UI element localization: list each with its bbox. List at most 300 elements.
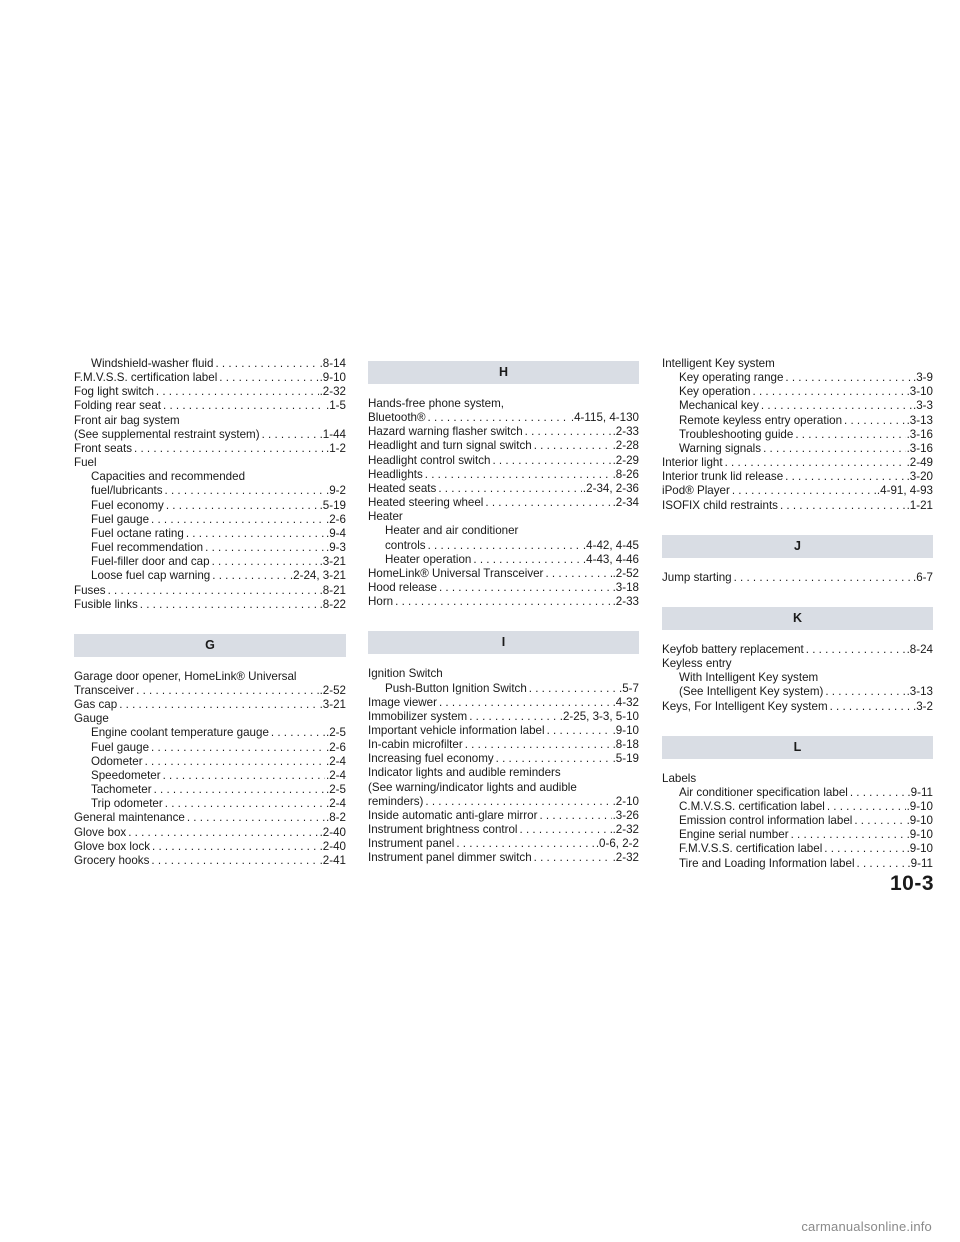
entry-page-ref: .8-2: [326, 811, 346, 825]
dot-leader: [523, 425, 612, 439]
letter-heading: G: [74, 634, 346, 657]
entry-label: Fog light switch: [74, 385, 154, 399]
entry-page-ref: .2-33: [612, 425, 639, 439]
entry-label: Headlight and turn signal switch: [368, 439, 532, 453]
entry-page-ref: .2-24, 3-21: [289, 569, 346, 583]
dot-leader: [483, 496, 611, 510]
entry-page-ref: .3-10: [906, 385, 933, 399]
entry-label: Transceiver: [74, 683, 135, 697]
dot-leader: [783, 470, 905, 484]
index-entry: [368, 682, 639, 696]
entry-label: Immobilizer system: [368, 709, 468, 723]
dot-leader: [467, 710, 559, 724]
index-entry: [74, 698, 346, 712]
index-entry: [368, 795, 639, 809]
entry-page-ref: .2-32: [612, 851, 639, 865]
index-entry: [74, 385, 346, 399]
index-text-line: Front air bag system: [74, 413, 180, 427]
entry-label: Fuel gauge: [91, 512, 150, 526]
entry-label: Fusible links: [74, 597, 138, 611]
entry-page-ref: .2-10: [612, 794, 639, 808]
index-entry: [368, 482, 639, 496]
entry-label: Front seats: [74, 441, 132, 455]
entry-page-ref: .9-10: [906, 799, 933, 813]
index-entry: [662, 484, 933, 498]
dot-leader: [852, 814, 905, 828]
entry-page-ref: .2-6: [326, 740, 346, 754]
index-entry: [74, 854, 346, 868]
dot-leader: [149, 854, 318, 868]
entry-label: Increasing fuel economy: [368, 752, 494, 766]
entry-page-ref: .9-10: [906, 814, 933, 828]
dot-leader: [213, 357, 318, 371]
index-entry: [368, 752, 639, 766]
entry-page-ref: .3-16: [906, 441, 933, 455]
entry-label: Headlight control switch: [368, 453, 491, 467]
entry-label: Push-Button Ignition Switch: [385, 681, 527, 695]
dot-leader: [730, 484, 876, 498]
entry-page-ref: .3-18: [612, 581, 639, 595]
entry-page-ref: .2-6: [326, 512, 346, 526]
dot-leader: [117, 698, 318, 712]
index-entry: [368, 724, 639, 738]
dot-leader: [210, 555, 319, 569]
entry-label: Keys, For Intelligent Key system: [662, 699, 828, 713]
entry-page-ref: .2-52: [319, 683, 346, 697]
entry-label: F.M.V.S.S. certification label: [74, 371, 218, 385]
entry-page-ref: .2-52: [612, 566, 639, 580]
entry-page-ref: .2-34: [612, 496, 639, 510]
entry-page-ref: .2-41: [319, 853, 346, 867]
dot-leader: [163, 797, 325, 811]
index-entry: [74, 726, 346, 740]
index-entry: [662, 442, 933, 456]
entry-label: Remote keyless entry operation: [679, 413, 843, 427]
entry-page-ref: .1-44: [319, 427, 346, 441]
dot-leader: [463, 738, 612, 752]
entry-page-ref: .8-21: [319, 583, 346, 597]
index-entry: [662, 571, 933, 585]
dot-leader: [260, 428, 319, 442]
index-text-line: Heater: [368, 510, 403, 524]
dot-leader: [723, 456, 906, 470]
dot-leader: [423, 468, 612, 482]
entry-label: Fuel octane rating: [91, 526, 184, 540]
index-entry: [662, 814, 933, 828]
entry-label: Interior light: [662, 456, 723, 470]
entry-page-ref: .0-6, 2-2: [595, 837, 639, 851]
dot-leader: [393, 595, 611, 609]
entry-label: Glove box: [74, 825, 127, 839]
entry-label: iPod® Player: [662, 484, 730, 498]
entry-label: F.M.V.S.S. certification label: [679, 842, 823, 856]
index-entry: [74, 357, 346, 371]
index-entry: [368, 539, 639, 553]
index-entry: [74, 840, 346, 854]
entry-label: Headlights: [368, 467, 423, 481]
index-entry: [368, 738, 639, 752]
entry-label: Hazard warning flasher switch: [368, 425, 523, 439]
entry-page-ref: .2-4: [326, 754, 346, 768]
dot-leader: [532, 851, 612, 865]
entry-label: Speedometer: [91, 768, 161, 782]
entry-label: (See Intelligent Key system): [679, 685, 824, 699]
entry-page-ref: .1-21: [906, 498, 933, 512]
index-entry: [368, 837, 639, 851]
letter-heading: L: [662, 736, 933, 759]
entry-label: Fuel recommendation: [91, 541, 204, 555]
entry-page-ref: .4-42, 4-45: [582, 538, 639, 552]
entry-page-ref: .2-32: [319, 385, 346, 399]
entry-page-ref: .9-3: [326, 541, 346, 555]
index-entry: [74, 484, 346, 498]
index-entry: [662, 371, 933, 385]
dot-leader: [793, 428, 905, 442]
entry-page-ref: .5-19: [612, 752, 639, 766]
dot-leader: [426, 411, 570, 425]
entry-label: Image viewer: [368, 695, 437, 709]
dot-leader: [532, 439, 612, 453]
index-entry: [74, 555, 346, 569]
entry-page-ref: .5-7: [619, 681, 639, 695]
dot-leader: [823, 685, 905, 699]
index-entry: [368, 454, 639, 468]
index-text-line: Fuel: [74, 456, 97, 470]
index-text-line: Keyless entry: [662, 657, 732, 671]
entry-label: controls: [385, 538, 426, 552]
entry-page-ref: .2-34, 2-36: [582, 481, 639, 495]
entry-page-ref: .2-5: [326, 783, 346, 797]
entry-page-ref: .2-32: [612, 823, 639, 837]
entry-label: Instrument panel dimmer switch: [368, 851, 532, 865]
entry-label: Grocery hooks: [74, 853, 150, 867]
entry-page-ref: .3-9: [913, 371, 933, 385]
entry-page-ref: .9-4: [326, 526, 346, 540]
index-entry: [368, 851, 639, 865]
dot-leader: [842, 414, 906, 428]
index-entry: [662, 828, 933, 842]
entry-label: Keyfob battery replacement: [662, 642, 804, 656]
dot-leader: [545, 724, 612, 738]
dot-leader: [804, 643, 906, 657]
entry-page-ref: .9-10: [319, 371, 346, 385]
dot-leader: [537, 809, 611, 823]
entry-label: Hood release: [368, 581, 437, 595]
entry-page-ref: .3-21: [319, 555, 346, 569]
index-entry: [368, 468, 639, 482]
index-entry: [74, 684, 346, 698]
dot-leader: [437, 696, 612, 710]
index-entry: [74, 797, 346, 811]
dot-leader: [106, 584, 319, 598]
dot-leader: [828, 700, 912, 714]
index-entry: [74, 741, 346, 755]
entry-label: Fuel economy: [91, 498, 164, 512]
entry-label: Warning signals: [679, 441, 762, 455]
entry-label: Inside automatic anti-glare mirror: [368, 808, 538, 822]
entry-page-ref: .8-18: [612, 738, 639, 752]
index-text-line: Labels: [662, 771, 697, 785]
dot-leader: [161, 399, 325, 413]
index-entry: [74, 769, 346, 783]
dot-leader: [134, 684, 318, 698]
entry-label: Glove box lock: [74, 839, 151, 853]
index-entry: [662, 786, 933, 800]
entry-label: Mechanical key: [679, 399, 759, 413]
entry-label: Instrument panel: [368, 837, 455, 851]
entry-label: Trip odometer: [91, 797, 163, 811]
entry-label: reminders): [368, 794, 424, 808]
entry-label: Heater operation: [385, 552, 472, 566]
index-text-line: (See warning/indicator lights and audible: [368, 780, 577, 794]
entry-page-ref: .2-40: [319, 825, 346, 839]
index-entry: [662, 857, 933, 871]
index-entry: [662, 385, 933, 399]
entry-label: Important vehicle information label: [368, 723, 545, 737]
entry-label: Gas cap: [74, 698, 118, 712]
index-entry: [368, 696, 639, 710]
index-entry: [368, 567, 639, 581]
index-entry: [368, 439, 639, 453]
index-entry: [662, 685, 933, 699]
letter-heading: I: [368, 631, 639, 654]
dot-leader: [437, 581, 612, 595]
dot-leader: [761, 442, 906, 456]
index-column-1: [74, 357, 346, 868]
index-text-line: With Intelligent Key system: [679, 671, 819, 685]
index-entry: [74, 755, 346, 769]
entry-page-ref: .3-3: [913, 399, 933, 413]
entry-page-ref: .4-115, 4-130: [570, 411, 639, 425]
dot-leader: [210, 569, 289, 583]
entry-page-ref: .1-2: [326, 441, 346, 455]
entry-label: Folding rear seat: [74, 399, 161, 413]
entry-page-ref: .9-11: [907, 856, 933, 870]
entry-page-ref: .3-26: [612, 808, 639, 822]
index-text-line: Hands-free phone system,: [368, 397, 504, 410]
entry-page-ref: .3-13: [906, 413, 933, 427]
entry-page-ref: .2-5: [326, 726, 346, 740]
dot-leader: [138, 598, 319, 612]
index-entry: [662, 399, 933, 413]
entry-label: Tachometer: [91, 783, 152, 797]
dot-leader: [494, 752, 612, 766]
entry-page-ref: .4-91, 4-93: [876, 484, 933, 498]
entry-label: Tire and Loading Information label: [679, 856, 855, 870]
entry-label: (See supplemental restraint system): [74, 427, 260, 441]
dot-leader: [203, 541, 325, 555]
index-text-line: Indicator lights and audible reminders: [368, 766, 561, 780]
index-text-line: Intelligent Key system: [662, 357, 775, 370]
entry-label: Instrument brightness control: [368, 823, 518, 837]
dot-leader: [783, 371, 912, 385]
entry-label: Key operating range: [679, 371, 784, 385]
entry-page-ref: .2-4: [326, 797, 346, 811]
index-entry: [368, 411, 639, 425]
index-text-line: Gauge: [74, 712, 109, 726]
entry-page-ref: .3-16: [906, 427, 933, 441]
index-entry: [74, 513, 346, 527]
letter-heading: K: [662, 607, 933, 630]
index-column-3: [662, 357, 933, 871]
index-entry: [368, 553, 639, 567]
dot-leader: [751, 385, 906, 399]
entry-label: C.M.V.S.S. certification label: [679, 799, 825, 813]
index-entry: [74, 428, 346, 442]
index-entry: [368, 710, 639, 724]
index-entry: [662, 428, 933, 442]
entry-page-ref: .8-14: [319, 357, 346, 370]
dot-leader: [825, 800, 906, 814]
entry-label: Engine serial number: [679, 828, 789, 842]
index-entry: [74, 826, 346, 840]
entry-page-ref: .9-10: [906, 828, 933, 842]
index-entry: [662, 643, 933, 657]
index-entry: [74, 811, 346, 825]
entry-label: ISOFIX child restraints: [662, 498, 778, 512]
dot-leader: [152, 783, 325, 797]
entry-page-ref: .2-4: [326, 768, 346, 782]
index-entry: [662, 800, 933, 814]
entry-label: Fuel gauge: [91, 740, 150, 754]
index-text-line: Heater and air conditioner: [385, 524, 519, 538]
entry-label: Engine coolant temperature gauge: [91, 726, 269, 740]
index-entry: [368, 581, 639, 595]
dot-leader: [149, 513, 325, 527]
entry-label: Fuel-filler door and cap: [91, 555, 210, 569]
index-entry: [74, 527, 346, 541]
index-text-line: Garage door opener, HomeLink® Universal: [74, 669, 297, 683]
entry-page-ref: .3-13: [906, 685, 933, 699]
index-entry: [74, 569, 346, 583]
dot-leader: [269, 726, 325, 740]
watermark-footer: carmanualsonline.info: [801, 1219, 932, 1234]
entry-label: Emission control information label: [679, 814, 853, 828]
dot-leader: [732, 571, 912, 585]
index-entry: [74, 783, 346, 797]
page-number: 10-3: [889, 872, 934, 895]
entry-label: Interior trunk lid release: [662, 470, 784, 484]
index-entry: [368, 809, 639, 823]
dot-leader: [543, 567, 611, 581]
entry-label: fuel/lubricants: [91, 484, 163, 498]
dot-leader: [848, 786, 907, 800]
index-entry: [74, 371, 346, 385]
entry-page-ref: .2-33: [612, 595, 639, 609]
dot-leader: [126, 826, 318, 840]
index-entry: [368, 496, 639, 510]
entry-page-ref: .2-49: [906, 456, 933, 470]
index-entry: [662, 456, 933, 470]
dot-leader: [490, 454, 611, 468]
entry-label: General maintenance: [74, 811, 185, 825]
dot-leader: [426, 539, 582, 553]
dot-leader: [454, 837, 594, 851]
dot-leader: [822, 842, 905, 856]
dot-leader: [518, 823, 612, 837]
entry-page-ref: .1-5: [326, 399, 346, 413]
entry-label: Bluetooth®: [368, 411, 426, 425]
entry-label: Odometer: [91, 754, 143, 768]
entry-page-ref: .5-19: [319, 498, 346, 512]
index-entry: [74, 598, 346, 612]
index-entry: [662, 414, 933, 428]
entry-page-ref: .4-43, 4-46: [582, 552, 639, 566]
entry-page-ref: .3-20: [906, 470, 933, 484]
entry-label: Troubleshooting guide: [679, 427, 794, 441]
index-entry: [368, 425, 639, 439]
index-entry: [368, 823, 639, 837]
dot-leader: [154, 385, 319, 399]
index-entry: [74, 584, 346, 598]
index-column-2: [368, 357, 639, 866]
index-text-line: Capacities and recommended: [91, 470, 246, 484]
dot-leader: [132, 442, 325, 456]
dot-leader: [150, 840, 319, 854]
entry-label: HomeLink® Universal Transceiver: [368, 566, 544, 580]
entry-label: Air conditioner specification label: [679, 785, 848, 799]
entry-page-ref: .2-40: [319, 839, 346, 853]
index-entry: [74, 541, 346, 555]
entry-page-ref: .2-28: [612, 439, 639, 453]
dot-leader: [217, 371, 318, 385]
entry-page-ref: .9-2: [326, 484, 346, 498]
entry-page-ref: .9-10: [612, 723, 639, 737]
index-entry: [74, 399, 346, 413]
dot-leader: [436, 482, 582, 496]
index-text-line: Ignition Switch: [368, 667, 443, 681]
dot-leader: [164, 499, 319, 513]
entry-page-ref: .2-25, 3-3, 5-10: [559, 709, 639, 723]
index-entry: [368, 595, 639, 609]
entry-page-ref: .3-2: [913, 699, 933, 713]
entry-page-ref: .3-21: [319, 698, 346, 712]
entry-page-ref: .4-32: [612, 695, 639, 709]
entry-label: Windshield-washer fluid: [91, 357, 214, 370]
dot-leader: [161, 769, 325, 783]
entry-label: Fuses: [74, 583, 106, 597]
dot-leader: [185, 811, 325, 825]
entry-page-ref: .9-10: [906, 842, 933, 856]
entry-page-ref: .8-26: [612, 467, 639, 481]
dot-leader: [527, 682, 618, 696]
dot-leader: [184, 527, 325, 541]
dot-leader: [163, 484, 325, 498]
letter-heading: H: [368, 361, 639, 384]
dot-leader: [855, 857, 907, 871]
entry-label: Key operation: [679, 385, 751, 399]
dot-leader: [143, 755, 325, 769]
entry-page-ref: .2-29: [612, 453, 639, 467]
index-entry: [662, 700, 933, 714]
dot-leader: [471, 553, 582, 567]
entry-page-ref: .9-11: [907, 785, 933, 799]
dot-leader: [423, 795, 611, 809]
entry-label: Loose fuel cap warning: [91, 569, 211, 583]
entry-label: Jump starting: [662, 570, 732, 584]
dot-leader: [759, 399, 912, 413]
index-entry: [662, 842, 933, 856]
entry-label: Heated seats: [368, 481, 437, 495]
entry-page-ref: .8-24: [906, 642, 933, 656]
dot-leader: [789, 828, 906, 842]
entry-label: In-cabin microfilter: [368, 738, 463, 752]
index-entry: [662, 470, 933, 484]
index-entry: [74, 499, 346, 513]
entry-page-ref: .8-22: [319, 597, 346, 611]
letter-heading: J: [662, 535, 933, 558]
dot-leader: [778, 499, 906, 513]
